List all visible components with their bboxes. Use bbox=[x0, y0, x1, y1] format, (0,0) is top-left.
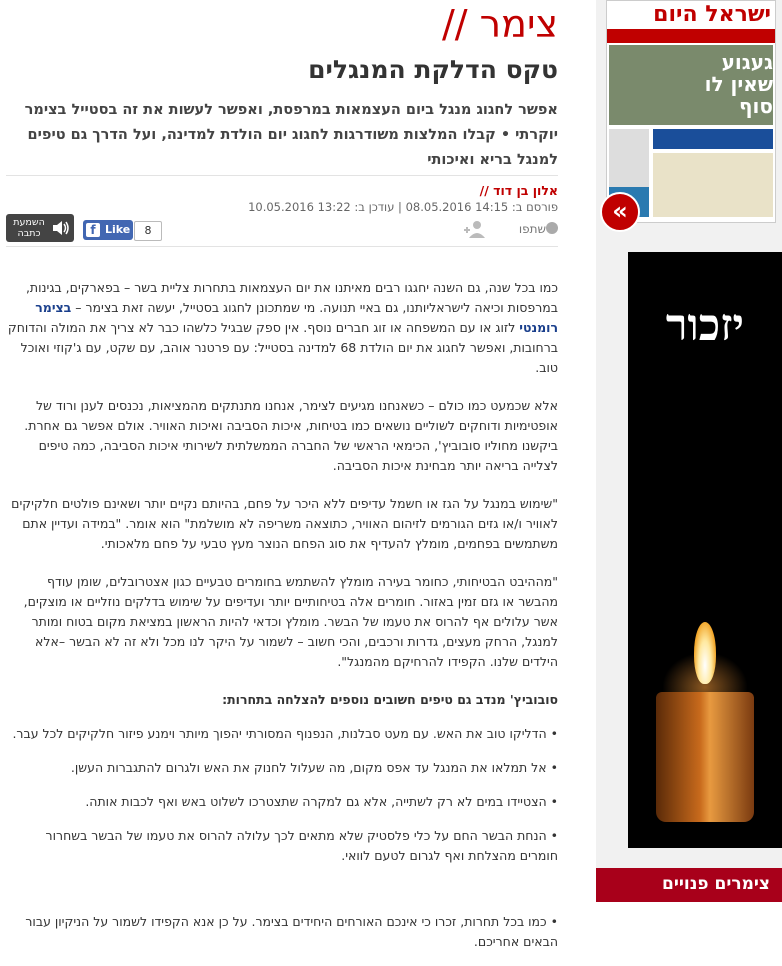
newspaper-block bbox=[653, 153, 773, 217]
vacant-zimmers-banner[interactable] bbox=[596, 868, 782, 902]
tip-item: • כמו בכל תחרות, זכרו כי אינכם האורחים היחידים בצימר. על כן אנא הקפידו לשמור על הניקיון עבור הבאים אחריכם. bbox=[25, 914, 558, 949]
romantic-zimmer-link[interactable]: בצימר רומנטי bbox=[35, 300, 558, 335]
paragraph-text: לזוג או עם המשפחה או זוג חברים נוסף. אין ספק שבגיל כלשהו כבר לא צריך את המולה והדוחק ברחובות, ואפשר לחגוג את יום הולדת 68 למדינה בסטייל: עם פרטנר אוהב, עם שקט, עם ג'קוזי ואוכל טוב. bbox=[7, 320, 558, 375]
like-count: 8 bbox=[134, 221, 162, 241]
tip-item: • הנחת הבשר החם על כלי פלסטיק שלא מתאים לכך עלולה להרוס את טעמו של הבשר בשחרור חומרים מהצלחת ואף לגרום לטעם לוואי. bbox=[45, 828, 558, 863]
tips-title: סובוביץ' מנדב גם טיפים חשובים נוספים להצלחה בתחרות: bbox=[222, 692, 558, 707]
prev-arrow-button[interactable]: « bbox=[600, 192, 640, 232]
paragraph: אלא שכמעט כמו כולם – כשאנחנו מגיעים לצימר, אנחנו מתנתקים מהמציאות, נכנסים לענן ורוד של אופטימיות ודוחקים לשוליים נושאים כמו בטיחות, איכות הסביבה ואיכות האוויר. אולם אפשר גם אחרת. ביקשנו מחוליו סובוביץ', הכימאי הראשי של החברה הממשלתית לשירותי איכות הסביבה, כמה טיפים לצלייה בריאה יותר מבחינת איכות הסביבה. bbox=[24, 398, 558, 473]
listen-label: השמעת כתבה bbox=[13, 217, 45, 239]
speaker-icon bbox=[52, 220, 70, 236]
paragraph: "מההיבט הבטיחותי, כחומר בעירה מומלץ להשתמש בחומרים טבעיים כגון אצטרובלים, שומן עודף מהבשר או גזם זמין באזור. חומרים אלה בטיחותיים יותר ועדיפים על שימוש בדלקים נוזליים או מוצקים, אשר עלולים אף להרוס את טעמו של הבשר. מומלץ וכדאי להיות הראשון במציאת מקום בטוח ומותר למנגל, הרחק מעצים, גדרות ורכבים, והכי חשוב – לשמור על היקר לנו מכל ולא זה לא הבשר –אלא הילדים שלנו. הקפידו להרחיקם מהמנגל". bbox=[23, 574, 558, 669]
candle-icon bbox=[656, 692, 754, 822]
sidebar bbox=[596, 0, 782, 902]
facebook-like-button[interactable] bbox=[83, 220, 133, 240]
newspaper-logo: ישראל היום bbox=[653, 2, 771, 27]
paragraph bbox=[6, 278, 558, 378]
person-icon[interactable] bbox=[462, 220, 488, 238]
newspaper-cover[interactable] bbox=[606, 0, 776, 223]
facebook-icon: f bbox=[86, 223, 100, 237]
divider bbox=[6, 175, 558, 176]
share-icon[interactable] bbox=[546, 222, 558, 234]
tip-item: • הצטיידו במים לא רק לשתייה, אלא גם למקרה שתצטרכו לשלוט באש ואף לכבות אותה. bbox=[85, 794, 558, 809]
author-link[interactable]: אלון בן דוד // bbox=[479, 183, 558, 198]
share-label[interactable]: שתפו bbox=[518, 222, 546, 236]
article-headline: טקס הדלקת המנגלים bbox=[308, 55, 558, 84]
publish-meta: פורסם ב: 14:15 08.05.2016 | עודכן ב: 13:22 10.05.2016 bbox=[248, 200, 558, 214]
memorial-text: יזכור bbox=[665, 300, 745, 351]
candle-flame-icon bbox=[694, 622, 716, 684]
memorial-banner[interactable] bbox=[628, 252, 782, 848]
article-body bbox=[6, 278, 558, 966]
section-title[interactable]: צימר // bbox=[442, 2, 558, 46]
divider bbox=[6, 246, 558, 247]
listen-article-button[interactable] bbox=[6, 214, 74, 242]
newspaper-block bbox=[653, 129, 773, 149]
like-label: Like bbox=[105, 223, 131, 236]
paragraph: "שימוש במנגל על הגז או חשמל עדיפים ללא היכר על פחם, בהיותם נקיים יותר ושאינם פולטים חלקיקים לאוויר ו/או גזים הגורמים לזיהום האוויר, כתוצאה משריפה לא מושלמת" הוא אומר. "במידה ועדיין אתם משתמשים בפחמים, מומלץ להעדיף את סוג הפחם הנוצר מעץ טבעי על פחם מלאכותי. bbox=[11, 496, 558, 551]
vacant-zimmers-label: צימרים פנויים bbox=[662, 874, 770, 894]
tip-item: • אל תמלאו את המנגל עד אפס מקום, מה שעלול לחנוק את האש ולגרום להתגברות העשן. bbox=[70, 760, 558, 775]
newspaper-masthead bbox=[607, 1, 775, 29]
paragraph-text: כמו בכל שנה, גם השנה יחגגו רבים מאיתנו את יום העצמאות בתחרות צליית בשר – בפארקים, בגינות, במרפסות וכיאה לישראליותנו, גם באיי תנועה. מי שמתכונן לחגוג בסטייל, יעשה זאת בצימר – bbox=[25, 280, 558, 315]
newspaper-headline: געגוע שאין לו סוף bbox=[704, 50, 773, 118]
newspaper-banner bbox=[607, 29, 775, 43]
share-toolbar bbox=[6, 212, 558, 244]
article-subtitle: אפשר לחגוג מנגל ביום העצמאות במרפסת, ואפשר לעשות את זה בסטייל בצימר יוקרתי • קבלו המלצות משודרגות לחגוג יום הולדת למדינה, ועל הדרך גם טיפים למנגל בריא ואיכותי bbox=[24, 102, 558, 168]
tip-item: • הדליקו טוב את האש. עם מעט סבלנות, הנפנוף המסורתי יהפוך מיותר וימנע פיזור חלקיקים לכל עבר. bbox=[12, 726, 558, 741]
